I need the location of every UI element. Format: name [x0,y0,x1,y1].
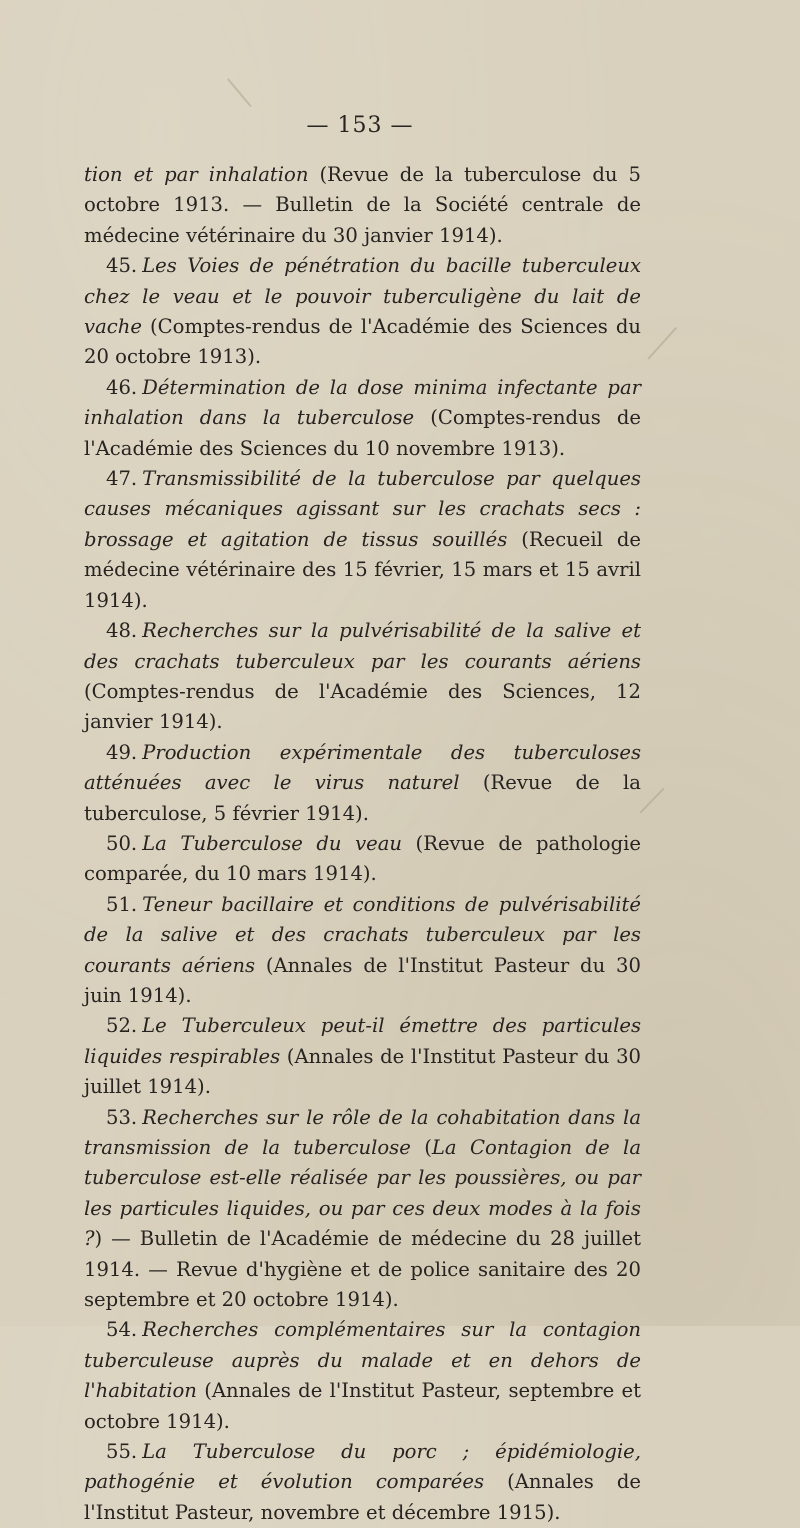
entry-reference: (Revue de pathologie comparée, du 10 mars 1914). [84,831,641,886]
bibliography-entry [84,464,641,616]
entry-number: 52. [106,1014,138,1038]
bibliography-entry [84,160,641,251]
entry-title: tion et par inhalation [84,163,309,186]
bibliography-entry [84,829,641,890]
bibliography-entry [84,738,641,829]
bibliography-entry [84,251,641,373]
entry-number: 47. [106,467,138,491]
paper-scratch-mark [227,78,251,107]
entry-title: Teneur bacillaire et conditions de pulvérisabilité de la salive et des crachats tuberculeux par les courants aériens [84,892,641,977]
bibliography-entry [84,1103,641,1316]
entry-number: 46. [106,375,138,399]
entry-reference: (Annales de l'Institut Pasteur du 30 juillet 1914). [84,1044,642,1099]
entry-number: 48. [106,619,138,643]
entry-number: 45. [106,254,138,278]
entry-reference: (Comptes-rendus de l'Académie des Sciences, 12 janvier 1914). [84,679,641,734]
entry-reference: (Annales de l'Institut Pasteur, septembre et octobre 1914). [84,1379,641,1433]
entry-reference: ( [410,1136,432,1159]
bibliography-entry [84,1011,641,1102]
entry-title: La Contagion de la tuberculose est-elle réalisée par les poussières, ou par les particules liquides, ou par ces deux modes à la fois ? [84,1136,642,1251]
entry-title: Le Tuberculeux peut-il émettre des particules liquides respirables [84,1014,641,1068]
entry-reference: ) — Bulletin de l'Académie de médecine du 28 juillet 1914. — Revue d'hygiène et de police sanitaire des 20 septembre et 20 octobre 1914). [84,1227,641,1312]
entry-number: 50. [106,831,138,855]
entry-number: 49. [106,740,138,764]
entry-number: 54. [106,1318,138,1342]
entry-title: Détermination de la dose minima infectante par inhalation dans la tuberculose [84,375,641,430]
paper-scratch-mark [647,327,676,359]
entry-number: 51. [106,892,138,916]
page-number: — 153 — [306,113,414,138]
entry-reference: (Comptes-rendus de l'Académie des Sciences du 20 octobre 1913). [84,315,641,369]
entry-reference: (Revue de la tuberculose du 5 octobre 1913. — Bulletin de la Société centrale de médecine vétérinaire du 30 janvier 1914). [84,163,641,247]
entry-number: 55. [106,1440,138,1464]
entry-title: Recherches sur la pulvérisabilité de la salive et des crachats tuberculeux par les courants aériens [84,619,641,673]
entry-reference: (Recueil de médecine vétérinaire des 15 février, 15 mars et 15 avril 1914). [84,527,641,612]
bibliography-entry [84,373,641,464]
entry-reference: (Annales de l'Institut Pasteur du 30 juin 1914). [84,953,641,1007]
bibliography-entry [84,890,641,1012]
entry-reference: (Revue de la tuberculose, 5 février 1914). [84,771,641,825]
entry-title: La Tuberculose du porc ; épidémiologie, pathogénie et évolution comparées [84,1440,641,1494]
entry-title: Transmissibilité de la tuberculose par quelques causes mécaniques agissant sur les crachats secs : brossage et agitation de tissus souillés [84,467,641,551]
bibliography-entry [84,1315,641,1437]
entry-reference: (Annales de l'Institut Pasteur, novembre et décembre 1915). [84,1470,641,1524]
bibliography-entry [84,616,641,738]
entry-title: La Tuberculose du veau [142,831,403,855]
entry-title: Production expérimentale des tuberculoses atténuées avec le virus naturel [84,740,641,795]
paper-scratch-mark [639,788,664,813]
bibliography-entry [84,1437,641,1528]
entry-number: 53. [106,1105,138,1129]
entry-title: Recherches complémentaires sur la contagion tuberculeuse auprès du malade et en dehors de l'habitation [84,1318,641,1403]
bibliography-list [84,160,641,1528]
entry-title: Recherches sur le rôle de la cohabitation dans la transmission de la tuberculose [84,1105,641,1159]
entry-reference: (Comptes-rendus de l'Académie des Sciences du 10 novembre 1913). [84,406,641,460]
entry-title: Les Voies de pénétration du bacille tuberculeux chez le veau et le pouvoir tuberculigène du lait de vache [84,254,641,339]
